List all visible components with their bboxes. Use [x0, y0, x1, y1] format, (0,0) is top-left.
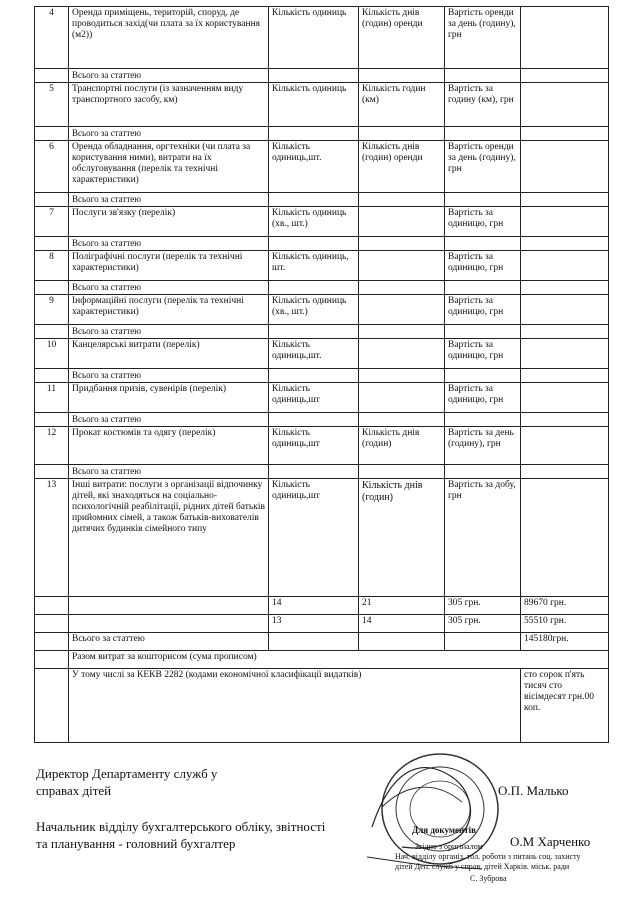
- row-number: 5: [35, 83, 69, 127]
- cost-value: 305 грн.: [445, 597, 521, 615]
- table-cell: [521, 465, 609, 479]
- grand-total-label: Разом витрат за кошторисом (сума прописом): [69, 651, 609, 669]
- table-cell: [445, 193, 521, 207]
- cert-line1: Згідно з оригіналом: [415, 842, 483, 851]
- days-header: [359, 207, 445, 237]
- table-cell: [269, 193, 359, 207]
- table-cell: [35, 633, 69, 651]
- cost-header: Вартість оренди за день (годину), грн: [445, 7, 521, 69]
- table-cell: [359, 237, 445, 251]
- item-name: Поліграфічні послуги (перелік та технічні характеристики): [69, 251, 269, 281]
- table-row: [35, 615, 609, 633]
- item-name: Інші витрати: послуги з організації відпочинку дітей, які знаходяться на соціально-психологічній реабілітації, рідних дітей батьків прийомних сімей, а також батьків-вихователів дитячих будинків сімейного типу: [69, 479, 269, 597]
- empty-cell: [35, 369, 69, 383]
- table-row: [35, 251, 609, 281]
- table-cell: [359, 325, 445, 339]
- table-cell: [269, 69, 359, 83]
- subtotal-row: [35, 465, 609, 479]
- table-cell: [269, 127, 359, 141]
- kekv-label: У тому числі за КЕКВ 2282 (кодами економічної класифікації видатків): [69, 669, 521, 743]
- subtotal-label: Всього за статтею: [69, 281, 269, 295]
- row-number: 8: [35, 251, 69, 281]
- days-value: 14: [359, 615, 445, 633]
- table-cell: [269, 413, 359, 427]
- sum-cell: [521, 83, 609, 127]
- row-number: 11: [35, 383, 69, 413]
- table-cell: [359, 127, 445, 141]
- subtotal-label: Всього за статтею: [69, 413, 269, 427]
- seal-text: Для документів: [412, 825, 476, 835]
- item-name: Прокат костюмів та одягу (перелік): [69, 427, 269, 465]
- table-cell: [445, 237, 521, 251]
- cost-header: Вартість за добу, грн: [445, 479, 521, 597]
- table-cell: [359, 465, 445, 479]
- subtotal-label: Всього за статтею: [69, 193, 269, 207]
- quantity-header: Кількість одиниць,шт: [269, 479, 359, 597]
- item-name: Придбання призів, сувенірів (перелік): [69, 383, 269, 413]
- budget-table: [34, 6, 609, 743]
- days-header: [359, 339, 445, 369]
- sum-cell: [521, 295, 609, 325]
- cert-line4: С. Зуброва: [470, 874, 507, 883]
- subtotal-row: [35, 281, 609, 295]
- sum-cell: [521, 207, 609, 237]
- table-cell: [35, 651, 69, 669]
- grand-total-row: [35, 651, 609, 669]
- quantity-header: Кількість одиниць,шт: [269, 383, 359, 413]
- table-cell: [521, 369, 609, 383]
- cost-header: Вартість оренди за день (годину), грн: [445, 141, 521, 193]
- empty-cell: [35, 325, 69, 339]
- empty-cell: [35, 127, 69, 141]
- cert-line3: дітей Деп. служб у справ. дітей Харків. міськ. ради: [395, 862, 570, 871]
- sum-value: 89670 грн.: [521, 597, 609, 615]
- table-row: [35, 479, 609, 597]
- days-header: [359, 383, 445, 413]
- days-value: 21: [359, 597, 445, 615]
- table-row: [35, 141, 609, 193]
- table-row: [35, 339, 609, 369]
- subtotal-row: [35, 325, 609, 339]
- row-number: 10: [35, 339, 69, 369]
- empty-cell: [35, 237, 69, 251]
- empty-cell: [35, 413, 69, 427]
- item-name: Транспортні послуги (із зазначенням виду транспортного засобу, км): [69, 83, 269, 127]
- cost-value: 305 грн.: [445, 615, 521, 633]
- subtotal-sum: 145180грн.: [521, 633, 609, 651]
- sum-cell: [521, 7, 609, 69]
- cost-header: Вартість за одиницю, грн: [445, 383, 521, 413]
- subtotal-row: [35, 69, 609, 83]
- table-cell: [35, 615, 69, 633]
- director-name: О.П. Малько: [498, 783, 569, 798]
- table-cell: [269, 325, 359, 339]
- table-row: [35, 427, 609, 465]
- table-cell: [521, 127, 609, 141]
- empty-cell: [35, 281, 69, 295]
- table-cell: [35, 597, 69, 615]
- quantity-header: Кількість одиниць,шт: [269, 427, 359, 465]
- quantity-value: 13: [269, 615, 359, 633]
- subtotal-label: Всього за статтею: [69, 369, 269, 383]
- subtotal-row: [35, 369, 609, 383]
- table-cell: [445, 633, 521, 651]
- table-cell: [269, 633, 359, 651]
- empty-cell: [35, 193, 69, 207]
- director-title: Директор Департаменту служб у справах дітей: [36, 766, 218, 798]
- table-cell: [445, 465, 521, 479]
- table-row: [35, 83, 609, 127]
- days-header: [359, 295, 445, 325]
- row-number: 6: [35, 141, 69, 193]
- subtotal-row: [35, 237, 609, 251]
- table-cell: [35, 669, 69, 743]
- table-cell: [269, 237, 359, 251]
- days-header: Кількість днів (годин): [359, 479, 445, 597]
- cost-header: Вартість за одиницю, грн: [445, 207, 521, 237]
- sum-cell: [521, 479, 609, 597]
- subtotal-label: Всього за статтею: [69, 325, 269, 339]
- quantity-header: Кількість одиниць (хв., шт.): [269, 207, 359, 237]
- item-name: Інформаційні послуги (перелік та технічні характеристики): [69, 295, 269, 325]
- quantity-value: 14: [269, 597, 359, 615]
- row-number: 9: [35, 295, 69, 325]
- kekv-row: [35, 669, 609, 743]
- table-row: [35, 7, 609, 69]
- subtotal-row: [35, 127, 609, 141]
- days-header: [359, 251, 445, 281]
- table-cell: [521, 281, 609, 295]
- quantity-header: Кількість одиниць: [269, 83, 359, 127]
- table-row: [35, 383, 609, 413]
- days-header: Кількість днів (годин) оренди: [359, 141, 445, 193]
- table-row: [35, 207, 609, 237]
- subtotal-label: Всього за статтею: [69, 633, 269, 651]
- kekv-amount: сто сорок п'ять тисяч сто вісімдесят грн.00 коп.: [521, 669, 609, 743]
- table-cell: [359, 413, 445, 427]
- table-cell: [445, 369, 521, 383]
- table-cell: [69, 597, 269, 615]
- table-cell: [445, 413, 521, 427]
- cost-header: Вартість за день (годину), грн: [445, 427, 521, 465]
- item-name: Послуги зв'язку (перелік): [69, 207, 269, 237]
- table-cell: [445, 325, 521, 339]
- quantity-header: Кількість одиниць: [269, 7, 359, 69]
- days-header: Кількість днів (годин): [359, 427, 445, 465]
- sum-cell: [521, 141, 609, 193]
- item-name: Оренда обладнання, оргтехніки (чи плата за користування ними), витрати на їх обслуговування (перелік та технічні характеристики): [69, 141, 269, 193]
- cost-header: Вартість за годину (км), грн: [445, 83, 521, 127]
- table-cell: [521, 193, 609, 207]
- sum-cell: [521, 427, 609, 465]
- row-number: 4: [35, 7, 69, 69]
- table-cell: [445, 127, 521, 141]
- table-cell: [359, 69, 445, 83]
- table-cell: [269, 465, 359, 479]
- subtotal-label: Всього за статтею: [69, 237, 269, 251]
- sum-cell: [521, 251, 609, 281]
- subtotal-row: [35, 633, 609, 651]
- table-cell: [269, 281, 359, 295]
- table-cell: [445, 69, 521, 83]
- accountant-name: О.М Харченко: [510, 834, 591, 849]
- sum-cell: [521, 383, 609, 413]
- table-cell: [359, 193, 445, 207]
- quantity-header: Кількість одиниць, шт.: [269, 251, 359, 281]
- empty-cell: [35, 465, 69, 479]
- subtotal-label: Всього за статтею: [69, 69, 269, 83]
- cost-header: Вартість за одиницю, грн: [445, 295, 521, 325]
- item-name: Канцелярські витрати (перелік): [69, 339, 269, 369]
- table-cell: [269, 369, 359, 383]
- sum-value: 55510 грн.: [521, 615, 609, 633]
- table-cell: [359, 369, 445, 383]
- subtotal-row: [35, 193, 609, 207]
- table-cell: [69, 615, 269, 633]
- table-cell: [359, 281, 445, 295]
- sum-cell: [521, 339, 609, 369]
- table-cell: [521, 413, 609, 427]
- empty-cell: [35, 69, 69, 83]
- table-cell: [521, 69, 609, 83]
- cost-header: Вартість за одиницю, грн: [445, 339, 521, 369]
- subtotal-label: Всього за статтею: [69, 127, 269, 141]
- table-cell: [521, 237, 609, 251]
- row-number: 12: [35, 427, 69, 465]
- item-name: Оренда приміщень, територій, споруд, де проводиться захід(чи плата за їх користування (м2)): [69, 7, 269, 69]
- quantity-header: Кількість одиниць,шт.: [269, 339, 359, 369]
- accountant-title: Начальник відділу бухгалтерського обліку, звітності та планування - головний бухгалтер: [36, 819, 326, 851]
- table-row: [35, 295, 609, 325]
- table-row: [35, 597, 609, 615]
- quantity-header: Кількість одиниць (хв., шт.): [269, 295, 359, 325]
- subtotal-row: [35, 413, 609, 427]
- days-header: Кількість годин (км): [359, 83, 445, 127]
- row-number: 13: [35, 479, 69, 597]
- table-cell: [359, 633, 445, 651]
- cost-header: Вартість за одиницю, грн: [445, 251, 521, 281]
- table-cell: [521, 325, 609, 339]
- table-cell: [445, 281, 521, 295]
- cert-line2: Нач. відділу організ. тол. роботи з питань соц. захисту: [395, 852, 581, 861]
- row-number: 7: [35, 207, 69, 237]
- subtotal-label: Всього за статтею: [69, 465, 269, 479]
- days-header: Кількість днів (годин) оренди: [359, 7, 445, 69]
- quantity-header: Кількість одиниць,шт.: [269, 141, 359, 193]
